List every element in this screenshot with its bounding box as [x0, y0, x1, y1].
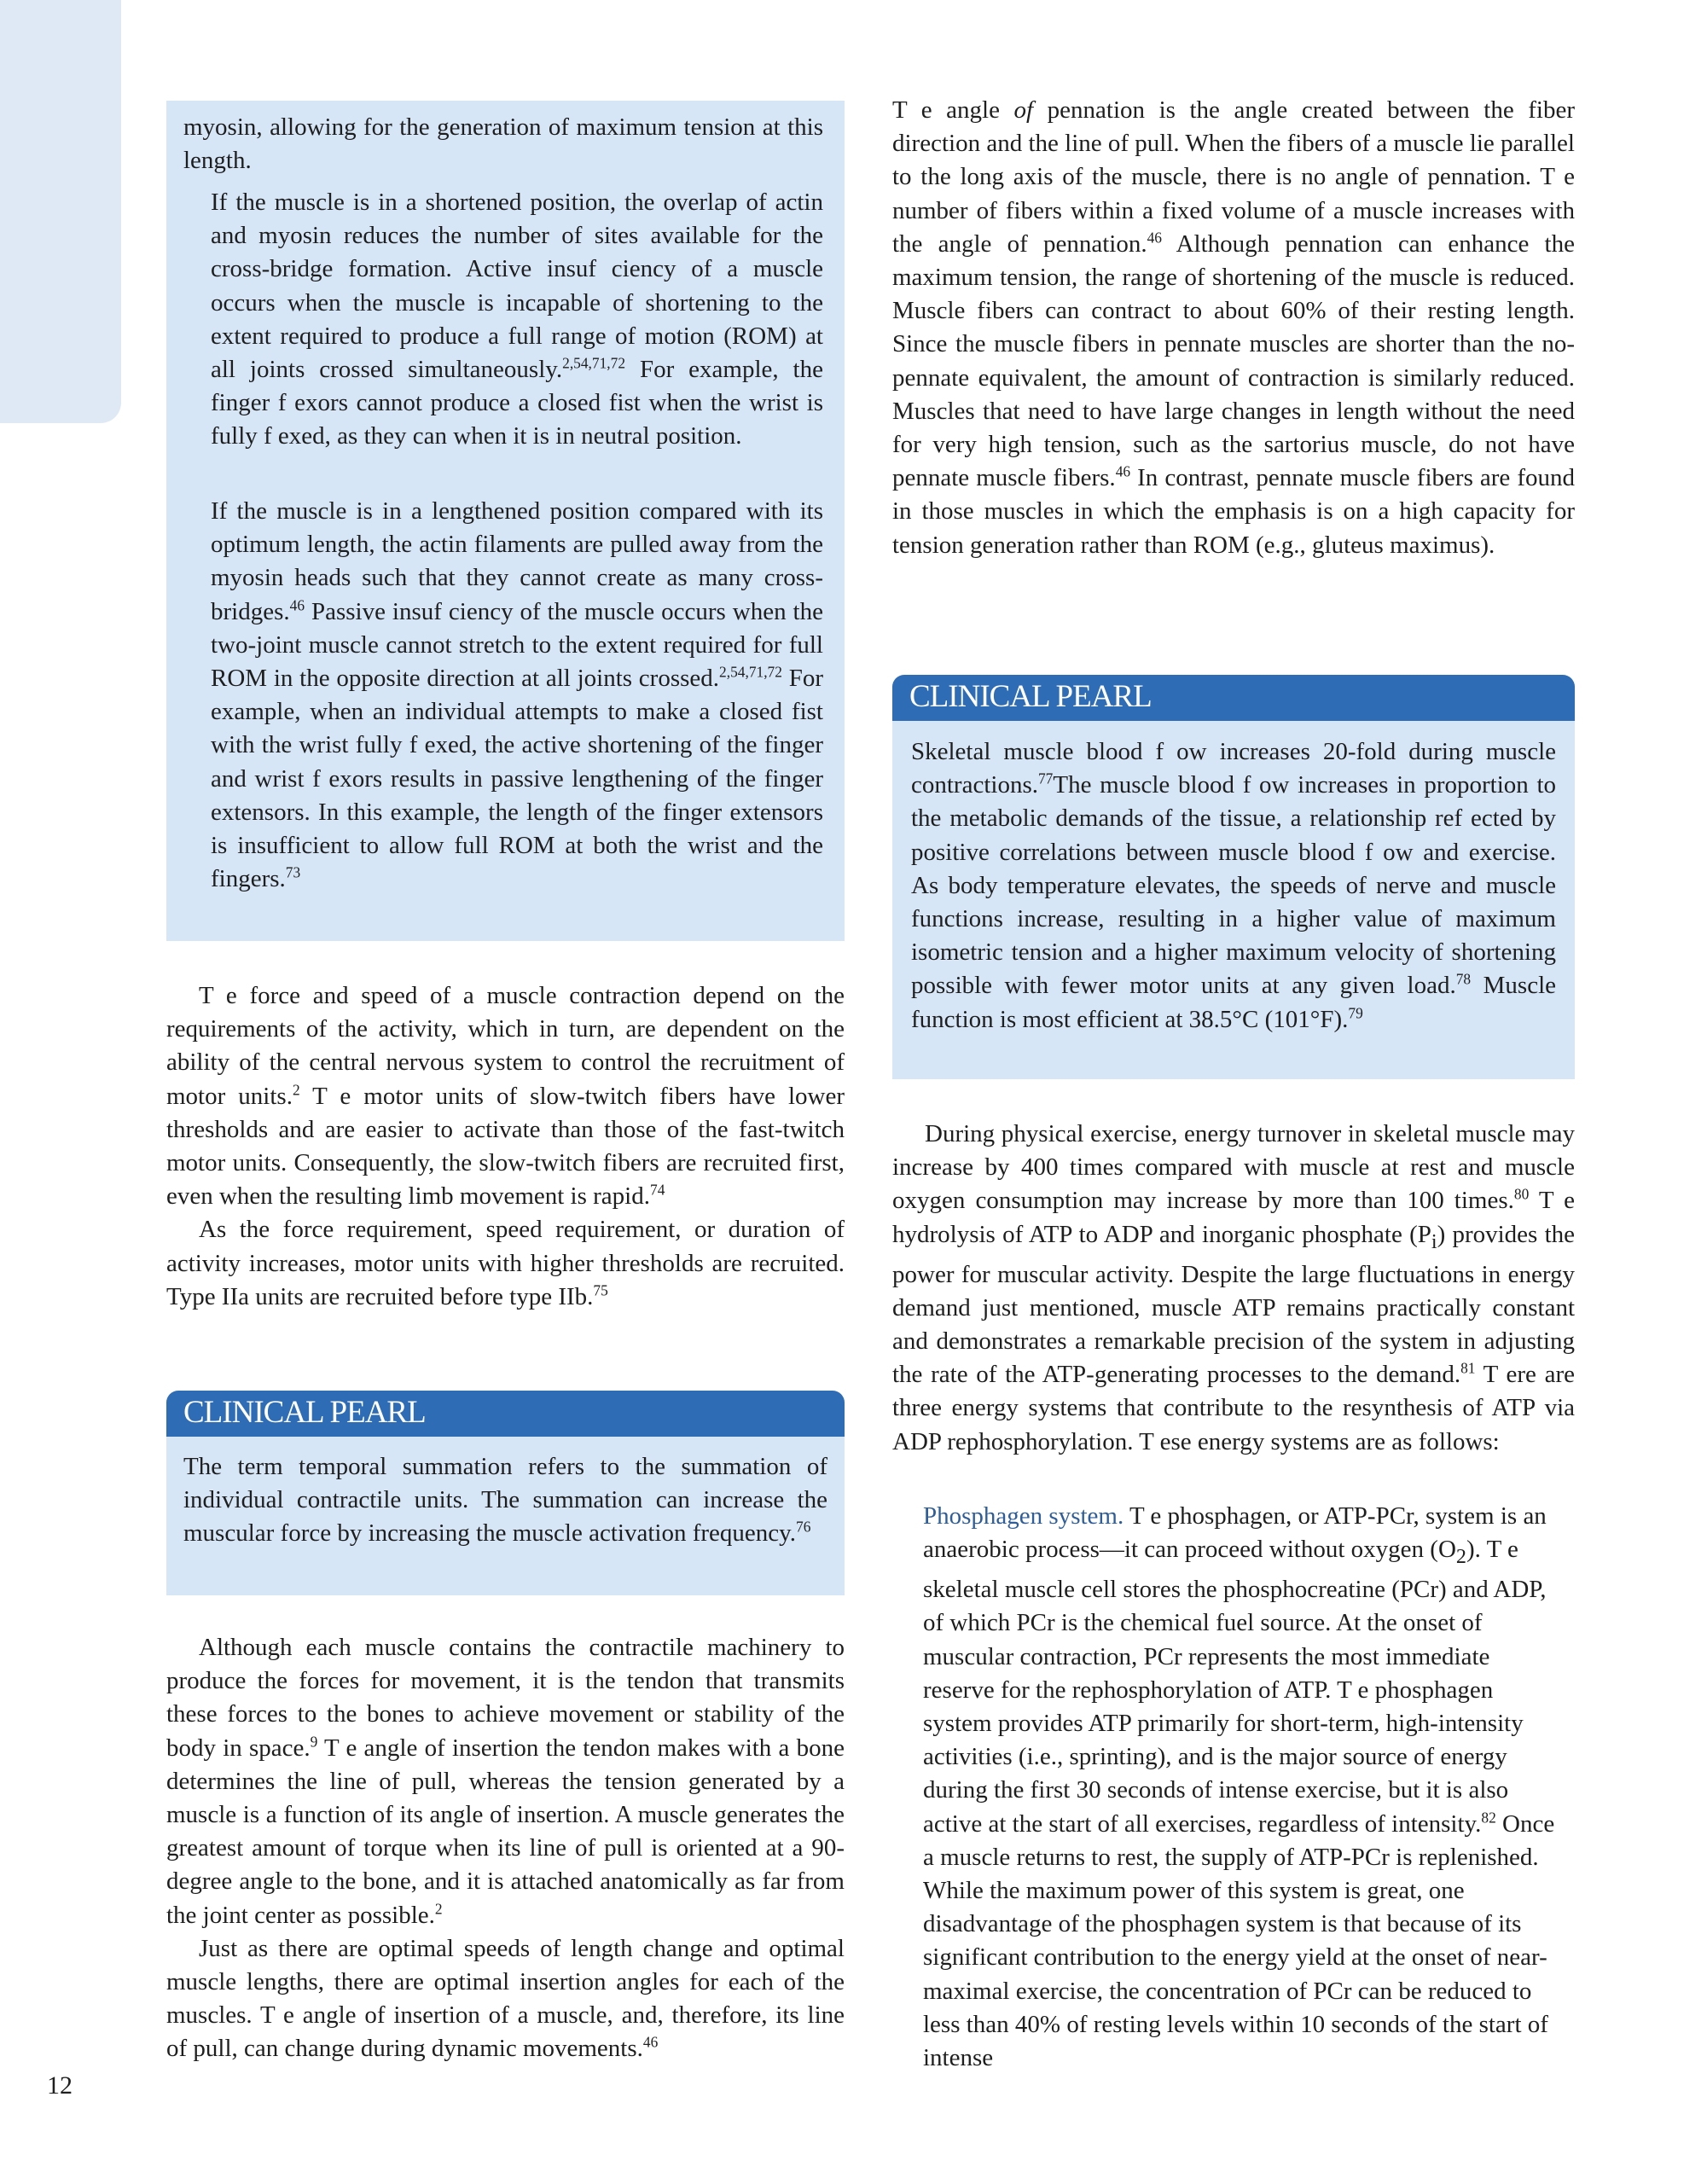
right-text-block-2 [892, 1118, 1575, 1459]
phosphagen-system-item [923, 1500, 1563, 2075]
clinical-pearl-box [892, 721, 1575, 1079]
clinical-pearl-text: The term temporal summation refers to the summation of individual contractile units. The summation can increase the muscular force by increasing the muscle activation frequency.$^{76}$ [183, 1453, 827, 1548]
body-paragraph: Just as there are optimal speeds of length change and optimal muscle lengths, there are optimal insertion angles for each of the muscles. T e angle of insertion of a muscle, and, therefore, its line of pull, can change during dynamic movements.$^{46}$ [166, 1934, 845, 2063]
term-heading: Phosphagen system. [923, 1502, 1124, 1530]
clinical-pearl-header: CLINICAL PEARL [166, 1391, 845, 1437]
page-number: 12 [47, 2071, 73, 2100]
left-text-block-2 [166, 1631, 845, 2066]
right-text-block-1 [892, 94, 1575, 562]
clinical-pearl-header: CLINICAL PEARL [892, 675, 1575, 721]
body-paragraph: Although each muscle contains the contractile machinery to produce the forces for movement, it is the tendon that transmits these forces to the bones to achieve movement or stability of the body in space.$^9$ T e angle of insertion the tendon makes with a bone determines the line of pull, whereas the tension generated by a muscle is a function of its angle of insertion. A muscle generates the greatest amount of torque when its line of pull is oriented at a 90-degree angle to the bone, and it is attached anatomically as far from the joint center as possible.$^2$ [166, 1634, 845, 1929]
body-paragraph: Phosphagen system. T e phosphagen, or ATP-PCr, system is an anaerobic process—it can proceed without oxygen $(O_2)$. T e skeletal muscle cell stores the phosphocreatine (PCr) and ADP, of which PCr is the chemical fuel source. At the onset of muscular contraction, PCr represents the most immediate reserve for the rephosphorylation of ATP. T e phosphagen system provides ATP primarily for short-term, high-intensity activities (i.e., sprinting), and is the major source of energy during the first 30 seconds of intense exercise, but it is also active at the start of all exercises, regardless of intensity.$^{82}$ Once a muscle returns to rest, the supply of ATP-PCr is replenished. While the maximum power of this system is great, one disadvantage of the phosphagen system is that because of its significant contribution to the energy yield at the onset of near-maximal exercise, the concentration of PCr can be reduced to less than 40% of resting levels within 10 seconds of the start of intense [923, 1502, 1555, 2072]
clinical-pearl-box [166, 1437, 845, 1595]
box-paragraph: If the muscle is in a shortened position, the overlap of actin and myosin reduces the number of sites available for the cross-bridge formation. Active insuf ciency of a muscle occurs when the muscle is incapable of shortening to the extent required to produce a full range of motion (ROM) at all joints crossed simultaneously.$^{2,54,71,72}$ For example, the finger f exors cannot produce a closed fist when the wrist is fully f exed, as they can when it is in neutral position. [211, 189, 823, 450]
box-paragraph: If the muscle is in a lengthened position compared with its optimum length, the actin filaments are pulled away from the myosin heads such that they cannot create as many cross-bridges.$^{46}$ Passive insuf ciency of the muscle occurs when the two-joint muscle cannot stretch to the extent required for full ROM in the opposite direction at all joints crossed.$^{2,54,71,72}$ For example, when an individual attempts to make a closed fist with the wrist fully f exed, the active shortening of the finger and wrist f exors results in passive lengthening of the finger extensors. In this example, the length of the finger extensors is insufficient to allow full ROM at both the wrist and the fingers.$^{73}$ [211, 497, 823, 893]
clinical-pearl-text: Skeletal muscle blood f ow increases 20-fold during muscle contractions.$^{77}$The muscle blood f ow increases in proportion to the metabolic demands of the tissue, a relationship ref ected by positive correlations between muscle blood f ow and exercise. As body temperature elevates, the speeds of nerve and muscle functions increase, resulting in a higher value of maximum isometric tension and a higher maximum velocity of shortening possible with fewer motor units at any given load.$^{78}$ Muscle function is most efficient at 38.5°C (101°F).$^{79}$ [911, 738, 1557, 1033]
body-paragraph: As the force requirement, speed requirement, or duration of activity increases, motor units with higher thresholds are recruited. Type IIa units are recruited before type IIb.$^{75}$ [166, 1216, 845, 1310]
body-paragraph: During physical exercise, energy turnover in skeletal muscle may increase by 400 times compared with muscle at rest and muscle oxygen consumption may increase by more than 100 times.$^{80}$ T e hydrolysis of ATP to ADP and inorganic phosphate $(P_i)$ provides the power for muscular activity. Despite the large fluctuations in energy demand just mentioned, muscle ATP remains practically constant and demonstrates a remarkable precision of the system in adjusting the rate of the ATP-generating processes to the demand.$^{81}$ T ere are three energy systems that contribute to the resynthesis of ATP via ADP rephosphorylation. T ese energy systems are as follows: [892, 1120, 1576, 1455]
body-paragraph: T e angle of pennation is the angle created between the fiber direction and the line of pull. When the fibers of a muscle lie parallel to the long axis of the muscle, there is no angle of pennation. T e number of fibers within a fixed volume of a muscle increases with the angle of pennation.$^{46}$ Although pennation can enhance the maximum tension, the range of shortening of the muscle is reduced. Muscle fibers can contract to about 60% of their resting length. Since the muscle fibers in pennate muscles are shorter than the no-pennate equivalent, the amount of contraction is similarly reduced. Muscles that need to have large changes in length without the need for very high tension, such as the sartorius muscle, do not have pennate muscle fibers.$^{46}$ In contrast, pennate muscle fibers are found in those muscles in which the emphasis is on a high capacity for tension generation rather than ROM (e.g., gluteus maximus). [892, 96, 1576, 559]
box-paragraph: myosin, allowing for the generation of maximum tension at this length. [183, 113, 823, 175]
continued-text-box [166, 101, 845, 941]
left-text-block-1 [166, 979, 845, 1314]
body-paragraph: T e force and speed of a muscle contraction depend on the requirements of the activity, which in turn, are dependent on the ability of the central nervous system to control the recruitment of motor units.$^2$ T e motor units of slow-twitch fibers have lower thresholds and are easier to activate than those of the fast-twitch motor units. Consequently, the slow-twitch fibers are recruited first, even when the resulting limb movement is rapid.$^{74}$ [166, 982, 845, 1211]
chapter-side-tab [0, 0, 121, 423]
